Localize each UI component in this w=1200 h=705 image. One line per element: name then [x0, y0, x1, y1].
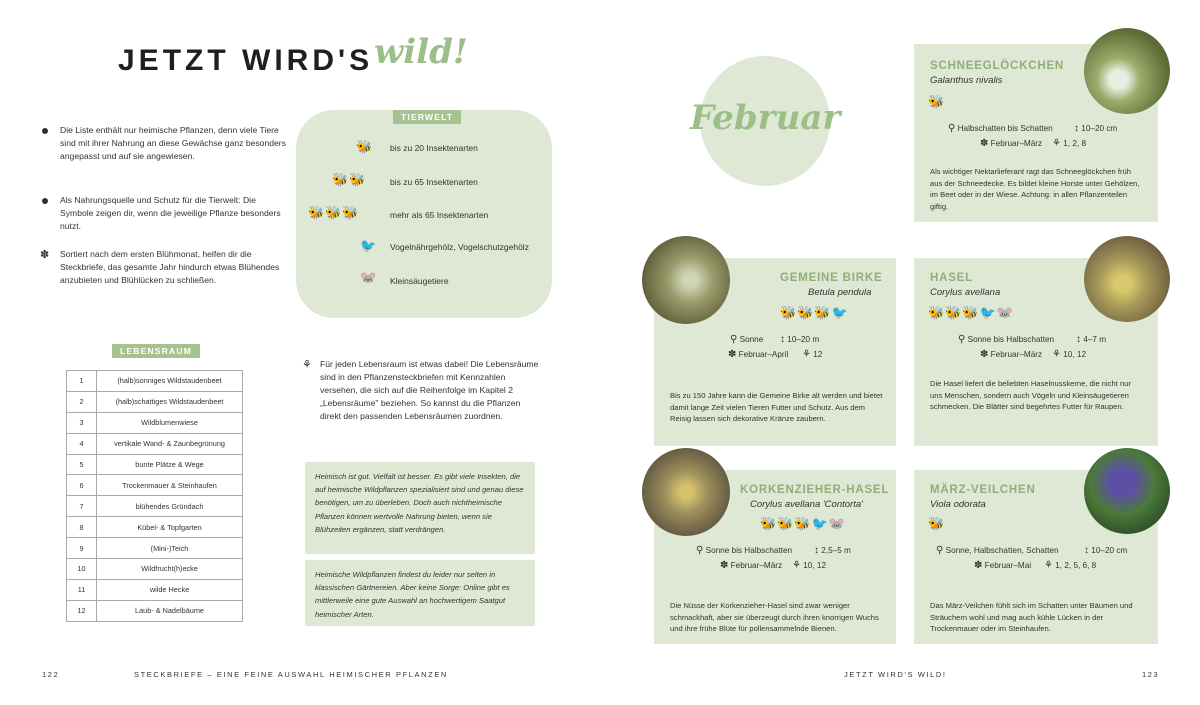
bee-icon: 🐝🐝🐝	[308, 205, 360, 220]
card-description: Die Nüsse der Korkenzieher-Hasel sind zwar weniger schmackhaft, aber sie überzeugt durch ihren knorrigen Wuchs und ihre frühe Blüte für pollensammelnde Bienen.	[670, 601, 879, 633]
footer-right: JETZT WIRD'S WILD!	[844, 670, 947, 679]
page-number-left: 122	[42, 670, 60, 679]
card-description: Das März-Veilchen fühlt sich im Schatten unter Bäumen und Sträuchern wohl und mag auch kühle Lücken in der Trockenmauer oder im Steinhaufen.	[930, 601, 1133, 633]
card-meta-location: ⚲ Sonne bis Halbschatten	[696, 545, 793, 556]
table-row: 7 blühendes Gründach	[67, 496, 243, 517]
intro-paragraph-1: Die Liste enthält nur heimische Pflanzen, denn viele Tiere sind mit ihrer Nahrung an diese Gewächse ganz besonders angepasst und auf sie angewiesen.	[60, 125, 286, 161]
table-row: 11 wilde Hecke	[67, 579, 243, 600]
height-arrow-icon: ↕	[814, 545, 819, 556]
tierwelt-row-3: mehr als 65 Insektenarten	[390, 210, 489, 220]
violet-photo	[1084, 448, 1170, 534]
flower-icon: ✽	[720, 560, 729, 571]
height-arrow-icon: ↕	[1074, 123, 1079, 134]
location-pin-icon: ⚲	[958, 334, 966, 345]
card-meta-location: ⚲ Sonne, Halbschatten, Schatten	[936, 545, 1059, 556]
height-arrow-icon: ↕	[1084, 545, 1089, 556]
card-meta-height: ↕ 10–20 cm	[1084, 545, 1128, 556]
lebensraum-tag: LEBENSRAUM	[112, 344, 200, 358]
card-meta-height: ↕ 10–20 m	[780, 334, 820, 345]
card-meta-habitats: ⚘ 1, 2, 5, 6, 8	[1044, 560, 1097, 571]
location-pin-icon: ⚲	[696, 545, 704, 556]
card-description: Bis zu 150 Jahre kann die Gemeine Birke alt werden und bietet damit lange Zeit vielen Tieren Futter und Schutz. Aus dem Reisig lassen sich dekorative Kränze zaubern.	[670, 391, 883, 423]
sprout-icon: ⚘	[1052, 349, 1061, 360]
bullet-dot-icon	[42, 128, 48, 134]
table-row: 6 Trockenmauer & Steinhaufen	[67, 475, 243, 496]
bee-bird-mouse-icons: 🐝🐝🐝🐦🐭	[928, 305, 1014, 320]
card-title: GEMEINE BIRKE	[780, 272, 883, 284]
tierwelt-row-1: bis zu 20 Insektenarten	[390, 143, 478, 153]
card-meta-location: ⚲ Sonne bis Halbschatten	[958, 334, 1055, 345]
footer-left: STECKBRIEFE – EINE FEINE AUSWAHL HEIMISCHER PFLANZEN	[134, 670, 448, 679]
table-row: 10 Wildfrucht(h)ecke	[67, 559, 243, 580]
card-meta-height: ↕ 4–7 m	[1076, 334, 1107, 345]
table-row: 9 (Mini-)Teich	[67, 538, 243, 559]
card-meta-height: ↕ 10–20 cm	[1074, 123, 1118, 134]
bee-icon: 🐝	[356, 139, 374, 154]
table-row: 1 (halb)sonniges Wildstaudenbeet	[67, 371, 243, 392]
lebensraum-table	[66, 370, 243, 622]
card-meta-habitats: ⚘ 1, 2, 8	[1052, 138, 1087, 149]
sprout-icon: ⚘	[802, 349, 811, 360]
tierwelt-row-2: bis zu 65 Insektenarten	[390, 177, 478, 187]
table-row: 12 Laub- & Nadelbäume	[67, 600, 243, 621]
card-latin: Corylus avellana 'Contorta'	[750, 499, 863, 510]
card-latin: Viola odorata	[930, 499, 986, 510]
height-arrow-icon: ↕	[780, 334, 785, 345]
card-meta-habitats: ⚘ 10, 12	[792, 560, 827, 571]
location-pin-icon: ⚲	[936, 545, 944, 556]
card-description: Die Hasel liefert die beliebten Haselnusskerne, die nicht nur uns Menschen, sondern auch Vögeln und Kleinsäugetieren schmecken. Die Blätter sind begehrtes Futter für Raupen.	[930, 379, 1131, 411]
flower-icon: ✽	[974, 560, 983, 571]
table-row: 4 vertikale Wand- & Zaunbegrünung	[67, 433, 243, 454]
card-description: Als wichtiger Nektarlieferant ragt das Schneeglöckchen früh aus der Schneedecke. Es bildet kleine Horste unter Gehölzen, im Beet oder in der Wiese. Achtung: in allen Pflanzenteilen giftig.	[930, 167, 1140, 211]
height-arrow-icon: ↕	[1076, 334, 1081, 345]
sprout-icon: ⚘	[1052, 138, 1061, 149]
bee-icon: 🐝	[928, 516, 946, 531]
bullet-dot-icon	[42, 198, 48, 204]
card-latin: Betula pendula	[808, 287, 872, 298]
intro-paragraph-2: Als Nahrungsquelle und Schutz für die Tierwelt: Die Symbole zeigen dir, wenn die jeweilige Pflanze besonders nutzt.	[60, 195, 281, 231]
card-title: KORKENZIEHER-HASEL	[740, 484, 890, 496]
birch-photo	[642, 236, 730, 324]
card-meta-bloom: ✽ Februar–März	[980, 138, 1043, 149]
snowdrop-photo	[1084, 28, 1170, 114]
card-meta-bloom: ✽ Februar–März	[720, 560, 783, 571]
tierwelt-row-5: Kleinsäugetiere	[390, 276, 449, 286]
card-meta-height: ↕ 2,5–5 m	[814, 545, 851, 556]
card-latin: Galanthus nivalis	[930, 75, 1003, 86]
quote-box-vielfalt: Heimisch ist gut. Vielfalt ist besser. Es gibt viele Insekten, die auf heimische Wildpflanzen spezialisiert sind und genau diese benötigen, um zu überleben. Doch auch nichtheimische Pflanzen können wertvolle Nahrung bieten, wenn sie Blühzeiten ergänzen, statt verdrängen.	[305, 462, 535, 554]
lebensraum-note: Für jeden Lebensraum ist etwas dabei! Die Lebensräume sind in den Pflanzensteckbriefen mit Kennzahlen versehen, die sich auf die Reihenfolge im Kapitel 2 „Lebensräume" beziehen. So kannst du die Pflanzen direkt den passenden Lebensräumen zuordnen.	[320, 359, 539, 421]
card-meta-bloom: ✽ Februar–März	[980, 349, 1043, 360]
card-meta-bloom: ✽ Februar–April	[728, 349, 789, 360]
tierwelt-tag: TIERWELT	[393, 110, 461, 124]
tierwelt-row-4: Vogelnährgehölz, Vogelschutzgehölz	[390, 242, 529, 252]
flower-icon: ✽	[980, 349, 989, 360]
table-row: 3 Wildblumenwiese	[67, 412, 243, 433]
table-row: 5 bunte Plätze & Wege	[67, 454, 243, 475]
bee-bird-mouse-icons: 🐝🐝🐝🐦🐭	[760, 516, 846, 531]
flower-icon: ✽	[40, 249, 50, 261]
sprout-icon: ⚘	[792, 560, 801, 571]
table-row: 8 Kübel- & Topfgarten	[67, 517, 243, 538]
flower-icon: ✽	[728, 349, 737, 360]
mouse-icon: 🐭	[360, 270, 378, 285]
card-meta-location: ⚲ Sonne	[730, 334, 764, 345]
page-title: JETZT WIRD'S	[118, 44, 374, 77]
bee-bird-icons: 🐝🐝🐝🐦	[780, 305, 849, 320]
intro-paragraph-3: Sortiert nach dem ersten Blühmonat, helfen dir die Steckbriefe, das gesamte Jahr hindurch etwas Blühendes anzubieten und Blühlücken zu schließen.	[60, 249, 280, 285]
card-meta-habitats: ⚘ 10, 12	[1052, 349, 1087, 360]
hazel-photo	[1084, 236, 1170, 322]
flower-icon: ✽	[980, 138, 989, 149]
bee-icon: 🐝🐝	[332, 172, 367, 187]
card-meta-habitats: ⚘ 12	[802, 349, 823, 360]
sprout-icon: ⚘	[1044, 560, 1053, 571]
card-meta-bloom: ✽ Februar–Mai	[974, 560, 1032, 571]
table-row: 2 (halb)schattiges Wildstaudenbeet	[67, 391, 243, 412]
month-title: Februar	[690, 98, 841, 138]
bee-icon: 🐝	[928, 94, 946, 109]
location-pin-icon: ⚲	[730, 334, 738, 345]
card-title: HASEL	[930, 272, 973, 284]
sprout-icon: ⚘	[302, 359, 312, 371]
corkscrew-hazel-photo	[642, 448, 730, 536]
card-title: SCHNEEGLÖCKCHEN	[930, 60, 1065, 72]
location-pin-icon: ⚲	[948, 123, 956, 134]
card-title: MÄRZ-VEILCHEN	[930, 484, 1036, 496]
bird-icon: 🐦	[360, 238, 378, 253]
card-meta-location: ⚲ Halbschatten bis Schatten	[948, 123, 1053, 134]
quote-box-saatgut: Heimische Wildpflanzen findest du leider nur selten in klassischen Gärtnereien. Aber keine Sorge: Online gibt es mittlerweile eine gute Auswahl an hochwertigem Saatgut heimischer Arten.	[305, 560, 535, 626]
card-latin: Corylus avellana	[930, 287, 1001, 298]
page-title-script: wild!	[374, 32, 468, 72]
page-number-right: 123	[1142, 670, 1160, 679]
